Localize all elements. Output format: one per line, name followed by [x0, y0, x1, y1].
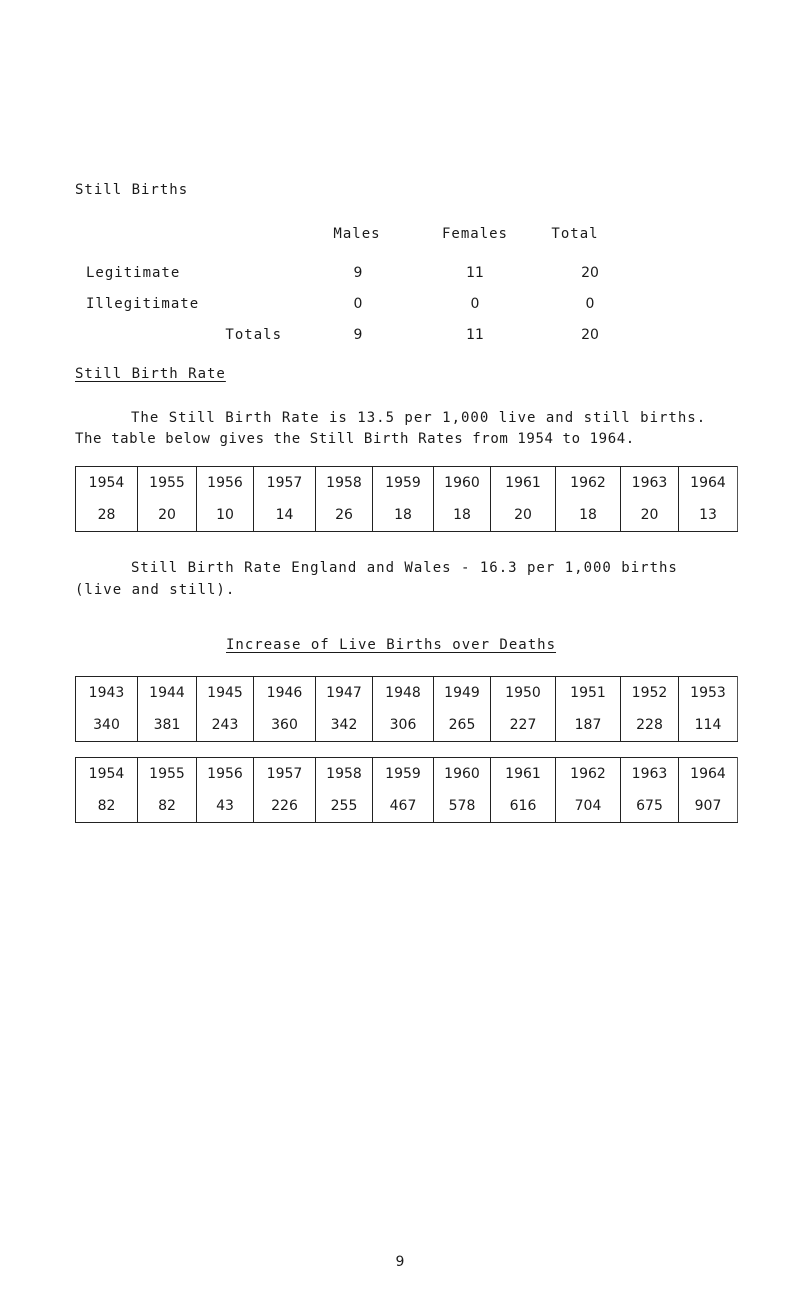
increase-table-1943-1953 [75, 676, 738, 742]
row-label-legitimate: Legitimate [86, 265, 181, 281]
value-cell: 342 [316, 709, 373, 742]
value-cell: 18 [556, 499, 621, 532]
value-cell: 18 [373, 499, 434, 532]
year-cell: 1951 [556, 677, 621, 710]
cell-totals-males: 9 [353, 327, 363, 343]
year-cell: 1947 [316, 677, 373, 710]
year-cell: 1962 [556, 758, 621, 791]
year-cell: 1961 [491, 467, 556, 500]
column-header-total: Total [551, 226, 599, 242]
value-cell: 226 [254, 790, 316, 823]
value-cell: 616 [491, 790, 556, 823]
value-cell: 243 [197, 709, 254, 742]
rate-heading: Still Birth Rate [75, 366, 226, 382]
year-cell: 1963 [621, 467, 679, 500]
year-cell: 1955 [138, 758, 197, 791]
value-cell: 18 [434, 499, 491, 532]
year-row [76, 467, 738, 500]
column-header-males: Males [333, 226, 381, 242]
cell-legitimate-total: 20 [581, 265, 599, 281]
year-cell: 1946 [254, 677, 316, 710]
value-cell: 578 [434, 790, 491, 823]
england-wales-line-1: Still Birth Rate England and Wales - 16.3 per 1,000 births [131, 560, 678, 576]
value-cell: 467 [373, 790, 434, 823]
year-cell: 1957 [254, 467, 316, 500]
year-cell: 1963 [621, 758, 679, 791]
value-cell: 187 [556, 709, 621, 742]
year-cell: 1960 [434, 467, 491, 500]
value-cell: 20 [138, 499, 197, 532]
cell-illegitimate-females: 0 [470, 296, 480, 312]
value-row [76, 499, 738, 532]
value-cell: 114 [679, 709, 738, 742]
row-label-illegitimate: Illegitimate [86, 296, 200, 312]
increase-table-1954-1964 [75, 757, 738, 823]
year-cell: 1956 [197, 758, 254, 791]
year-cell: 1962 [556, 467, 621, 500]
value-cell: 265 [434, 709, 491, 742]
rate-paragraph-line-2: The table below gives the Still Birth Rates from 1954 to 1964. [75, 431, 635, 447]
value-cell: 20 [621, 499, 679, 532]
year-cell: 1955 [138, 467, 197, 500]
year-cell: 1960 [434, 758, 491, 791]
cell-legitimate-females: 11 [466, 265, 484, 281]
value-cell: 907 [679, 790, 738, 823]
year-row [76, 758, 738, 791]
value-cell: 227 [491, 709, 556, 742]
page-number: 9 [395, 1254, 405, 1270]
year-cell: 1953 [679, 677, 738, 710]
year-cell: 1948 [373, 677, 434, 710]
value-cell: 82 [138, 790, 197, 823]
year-cell: 1959 [373, 467, 434, 500]
year-cell: 1957 [254, 758, 316, 791]
value-cell: 360 [254, 709, 316, 742]
value-cell: 82 [76, 790, 138, 823]
row-label-totals: Totals [225, 327, 282, 343]
year-cell: 1954 [76, 758, 138, 791]
value-cell: 26 [316, 499, 373, 532]
page-heading: Still Births [75, 182, 189, 198]
still-birth-rates-table [75, 466, 738, 532]
cell-totals-total: 20 [581, 327, 599, 343]
value-cell: 228 [621, 709, 679, 742]
year-cell: 1945 [197, 677, 254, 710]
value-cell: 255 [316, 790, 373, 823]
value-cell: 14 [254, 499, 316, 532]
year-cell: 1964 [679, 758, 738, 791]
year-cell: 1958 [316, 758, 373, 791]
year-cell: 1944 [138, 677, 197, 710]
cell-illegitimate-total: 0 [585, 296, 595, 312]
value-cell: 381 [138, 709, 197, 742]
year-cell: 1954 [76, 467, 138, 500]
value-cell: 675 [621, 790, 679, 823]
year-cell: 1956 [197, 467, 254, 500]
england-wales-line-2: (live and still). [75, 582, 236, 598]
value-cell: 10 [197, 499, 254, 532]
year-cell: 1958 [316, 467, 373, 500]
year-cell: 1943 [76, 677, 138, 710]
cell-totals-females: 11 [466, 327, 484, 343]
cell-illegitimate-males: 0 [353, 296, 363, 312]
value-cell: 43 [197, 790, 254, 823]
value-cell: 13 [679, 499, 738, 532]
value-cell: 704 [556, 790, 621, 823]
year-cell: 1950 [491, 677, 556, 710]
year-row [76, 677, 738, 710]
year-cell: 1949 [434, 677, 491, 710]
increase-heading: Increase of Live Births over Deaths [226, 637, 557, 653]
year-cell: 1961 [491, 758, 556, 791]
year-cell: 1952 [621, 677, 679, 710]
year-cell: 1959 [373, 758, 434, 791]
value-cell: 20 [491, 499, 556, 532]
year-cell: 1964 [679, 467, 738, 500]
rate-paragraph-line-1: The Still Birth Rate is 13.5 per 1,000 live and still births. [131, 410, 707, 426]
value-cell: 306 [373, 709, 434, 742]
value-cell: 340 [76, 709, 138, 742]
value-row [76, 709, 738, 742]
value-row [76, 790, 738, 823]
value-cell: 28 [76, 499, 138, 532]
column-header-females: Females [441, 226, 508, 242]
cell-legitimate-males: 9 [353, 265, 363, 281]
